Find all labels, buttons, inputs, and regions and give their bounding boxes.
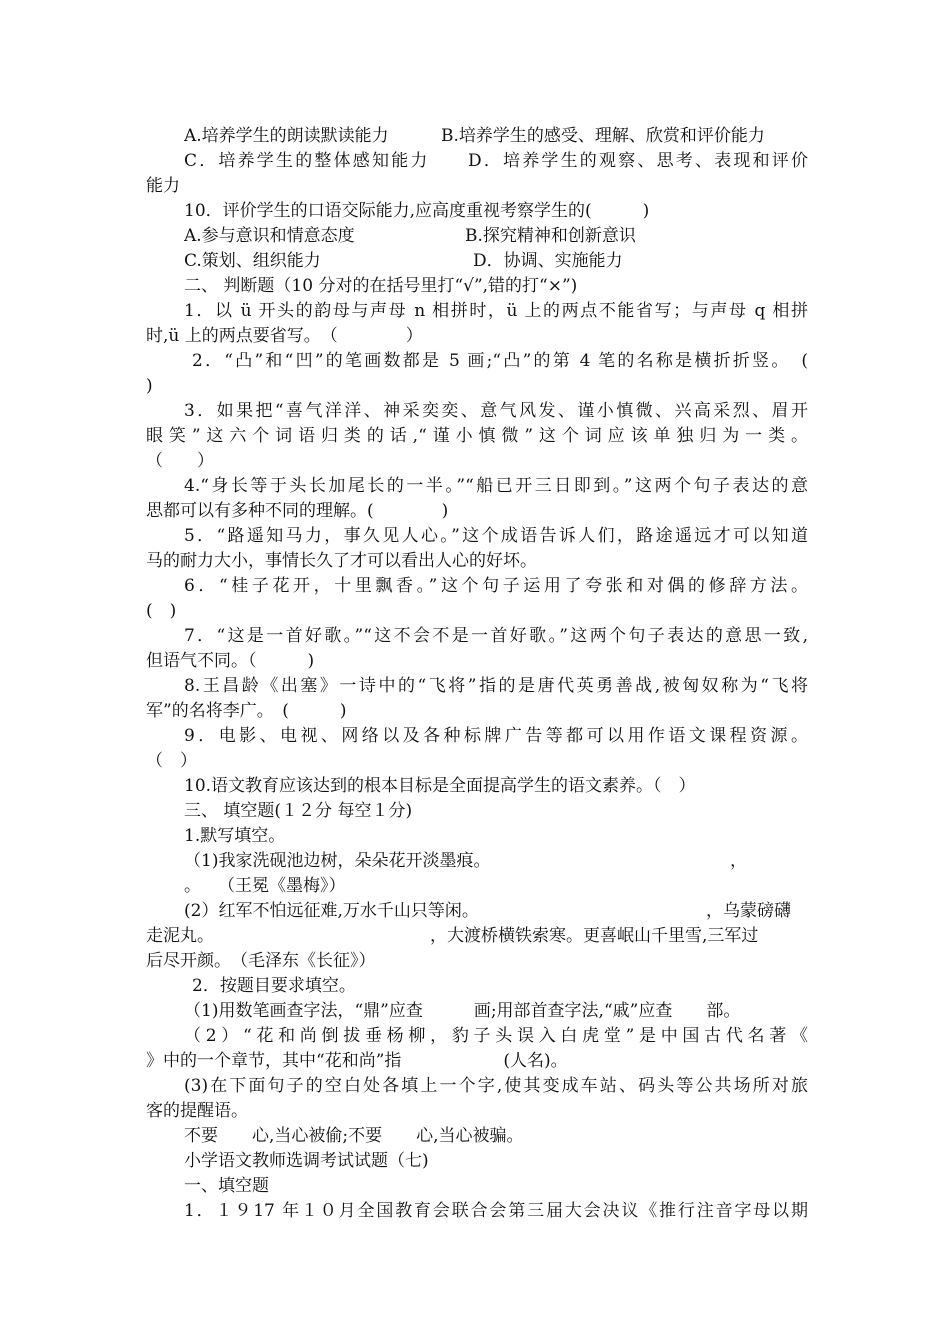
option-10c: C.策划、组织能力 [184,251,321,271]
judge-6-bracket: ( ) [146,601,177,621]
judge-3-cont: 眼笑”这六个词语归类的话,“谨小慎微”这个词应该单独归为一类。 [146,426,808,446]
judge-7: 7．“这是一首好歌。”“这不会不是一首好歌。”这两个句子表达的意思一致, [184,626,808,646]
judge-7-cont: 但语气不同。（ ) [146,651,315,671]
judge-10: 10.语文教育应该达到的根本目标是全面提高学生的语文素养。（ ） [184,776,696,796]
fill-2-2: （2）“花和尚倒拔垂杨柳，豹子头误入白虎堂”是中国古代名著《 [184,1026,808,1046]
option-10b: B.探究精神和创新意识 [465,226,636,246]
judge-6: 6．“桂子花开，十里飘香。”这个句子运用了夸张和对偶的修辞方法。 [184,576,808,596]
option-9b: B.培养学生的感受、理解、欣赏和评价能力 [441,126,765,146]
judge-8-cont: 军”的名将李广。 ( ) [146,701,347,721]
fill-2-1: （1)用数笔画查字法，“鼎”应查 画;用部首查字法,“戚”应查 部。 [184,1001,741,1021]
option-9cd: C．培养学生的整体感知能力 D．培养学生的观察、思考、表现和评价 [184,151,808,171]
fill-1-1-cont: 。 （王冕《墨梅》） [184,876,346,896]
judge-4: 4.“身长等于头长加尾长的一半。”“船已开三日即到。”这两个句子表达的意 [184,476,808,496]
fill-1: 1.默写填空。 [184,826,286,846]
fill-1-2-cont-b: ，大渡桥横铁索寒。更喜岷山千里雪,三军过 [430,926,759,946]
fill-2: 2．按题目要求填空。 [192,976,356,996]
fill-2-3-cont: 客的提醒语。 [146,1101,248,1121]
fill-2-2-cont: 》中的一个章节，其中“花和尚”指 (人名)。 [146,1051,568,1071]
fill-1-1-comma: ， [730,851,747,871]
option-9a: A.培养学生的朗读默读能力 [184,126,389,146]
judge-3-bracket: （ ） [146,451,214,471]
section-1-heading: 一、填空题 [184,1176,269,1196]
fill-1-1: （1)我家洗砚池边树，朵朵花开淡墨痕。 [184,851,491,871]
option-9cd-cont: 能力 [146,176,180,196]
fill-2-3-sentence: 不要 心,当心被偷;不要 心,当心被骗。 [184,1126,524,1146]
judge-9: 9．电影、电视、网络以及各种标牌广告等都可以用作语文课程资源。 [184,726,808,746]
judge-1: 1．以 ü 开头的韵母与声母 n 相拼时，ü 上的两点不能省写；与声母 q 相拼 [184,301,808,321]
option-10a: A.参与意识和情意态度 [184,226,355,246]
judge-2: 2．“凸”和“凹”的笔画数都是 5 画;“凸”的第 4 笔的名称是横折折竖。 ( [192,351,808,371]
fill-1-2-cont-a: 走泥丸。 [146,926,214,946]
option-10d: D．协调、实施能力 [473,251,623,271]
fill-1-2: (2）红军不怕远征难,万水千山只等闲。 [184,901,479,921]
fill-7-1: 1．１９17 年１０月全国教育会联合会第三届大会决议《推行注音字母以期 [184,1201,808,1221]
fill-1-2-right: ，乌蒙磅礴 [706,901,791,921]
judge-5-cont: 马的耐力大小，事情长久了才可以看出人心的好坏。 [146,551,537,571]
section-title-7: 小学语文教师选调考试试题（七) [184,1151,429,1171]
judge-8: 8.王昌龄《出塞》一诗中的“飞将”指的是唐代英勇善战,被匈奴称为“飞将 [184,676,808,696]
section-3-heading: 三、 填空题(１２分 每空１分) [184,801,413,821]
judge-9-bracket: （ ） [146,751,197,771]
fill-2-3: (3)在下面句子的空白处各填上一个字,使其变成车站、码头等公共场所对旅 [184,1076,808,1096]
judge-1-cont: 时,ü 上的两点要省写。 （ ） [146,326,423,346]
section-2-heading: 二、 判断题（10 分对的在括号里打“√”,错的打“×”) [184,276,578,296]
judge-3: 3．如果把“喜气洋洋、神采奕奕、意气风发、谨小慎微、兴高采烈、眉开 [184,401,808,421]
judge-5: 5．“路遥知马力，事久见人心。”这个成语告诉人们，路途遥远才可以知道 [184,526,808,546]
judge-2-cont: ) [146,376,153,396]
question-10: 10．评价学生的口语交际能力,应高度重视考察学生的( ) [184,201,650,221]
fill-1-2-cont-c: 后尽开颜。 （毛泽东《长征》） [146,951,376,971]
judge-4-cont: 思都可以有多种不同的理解。( ) [146,501,449,521]
